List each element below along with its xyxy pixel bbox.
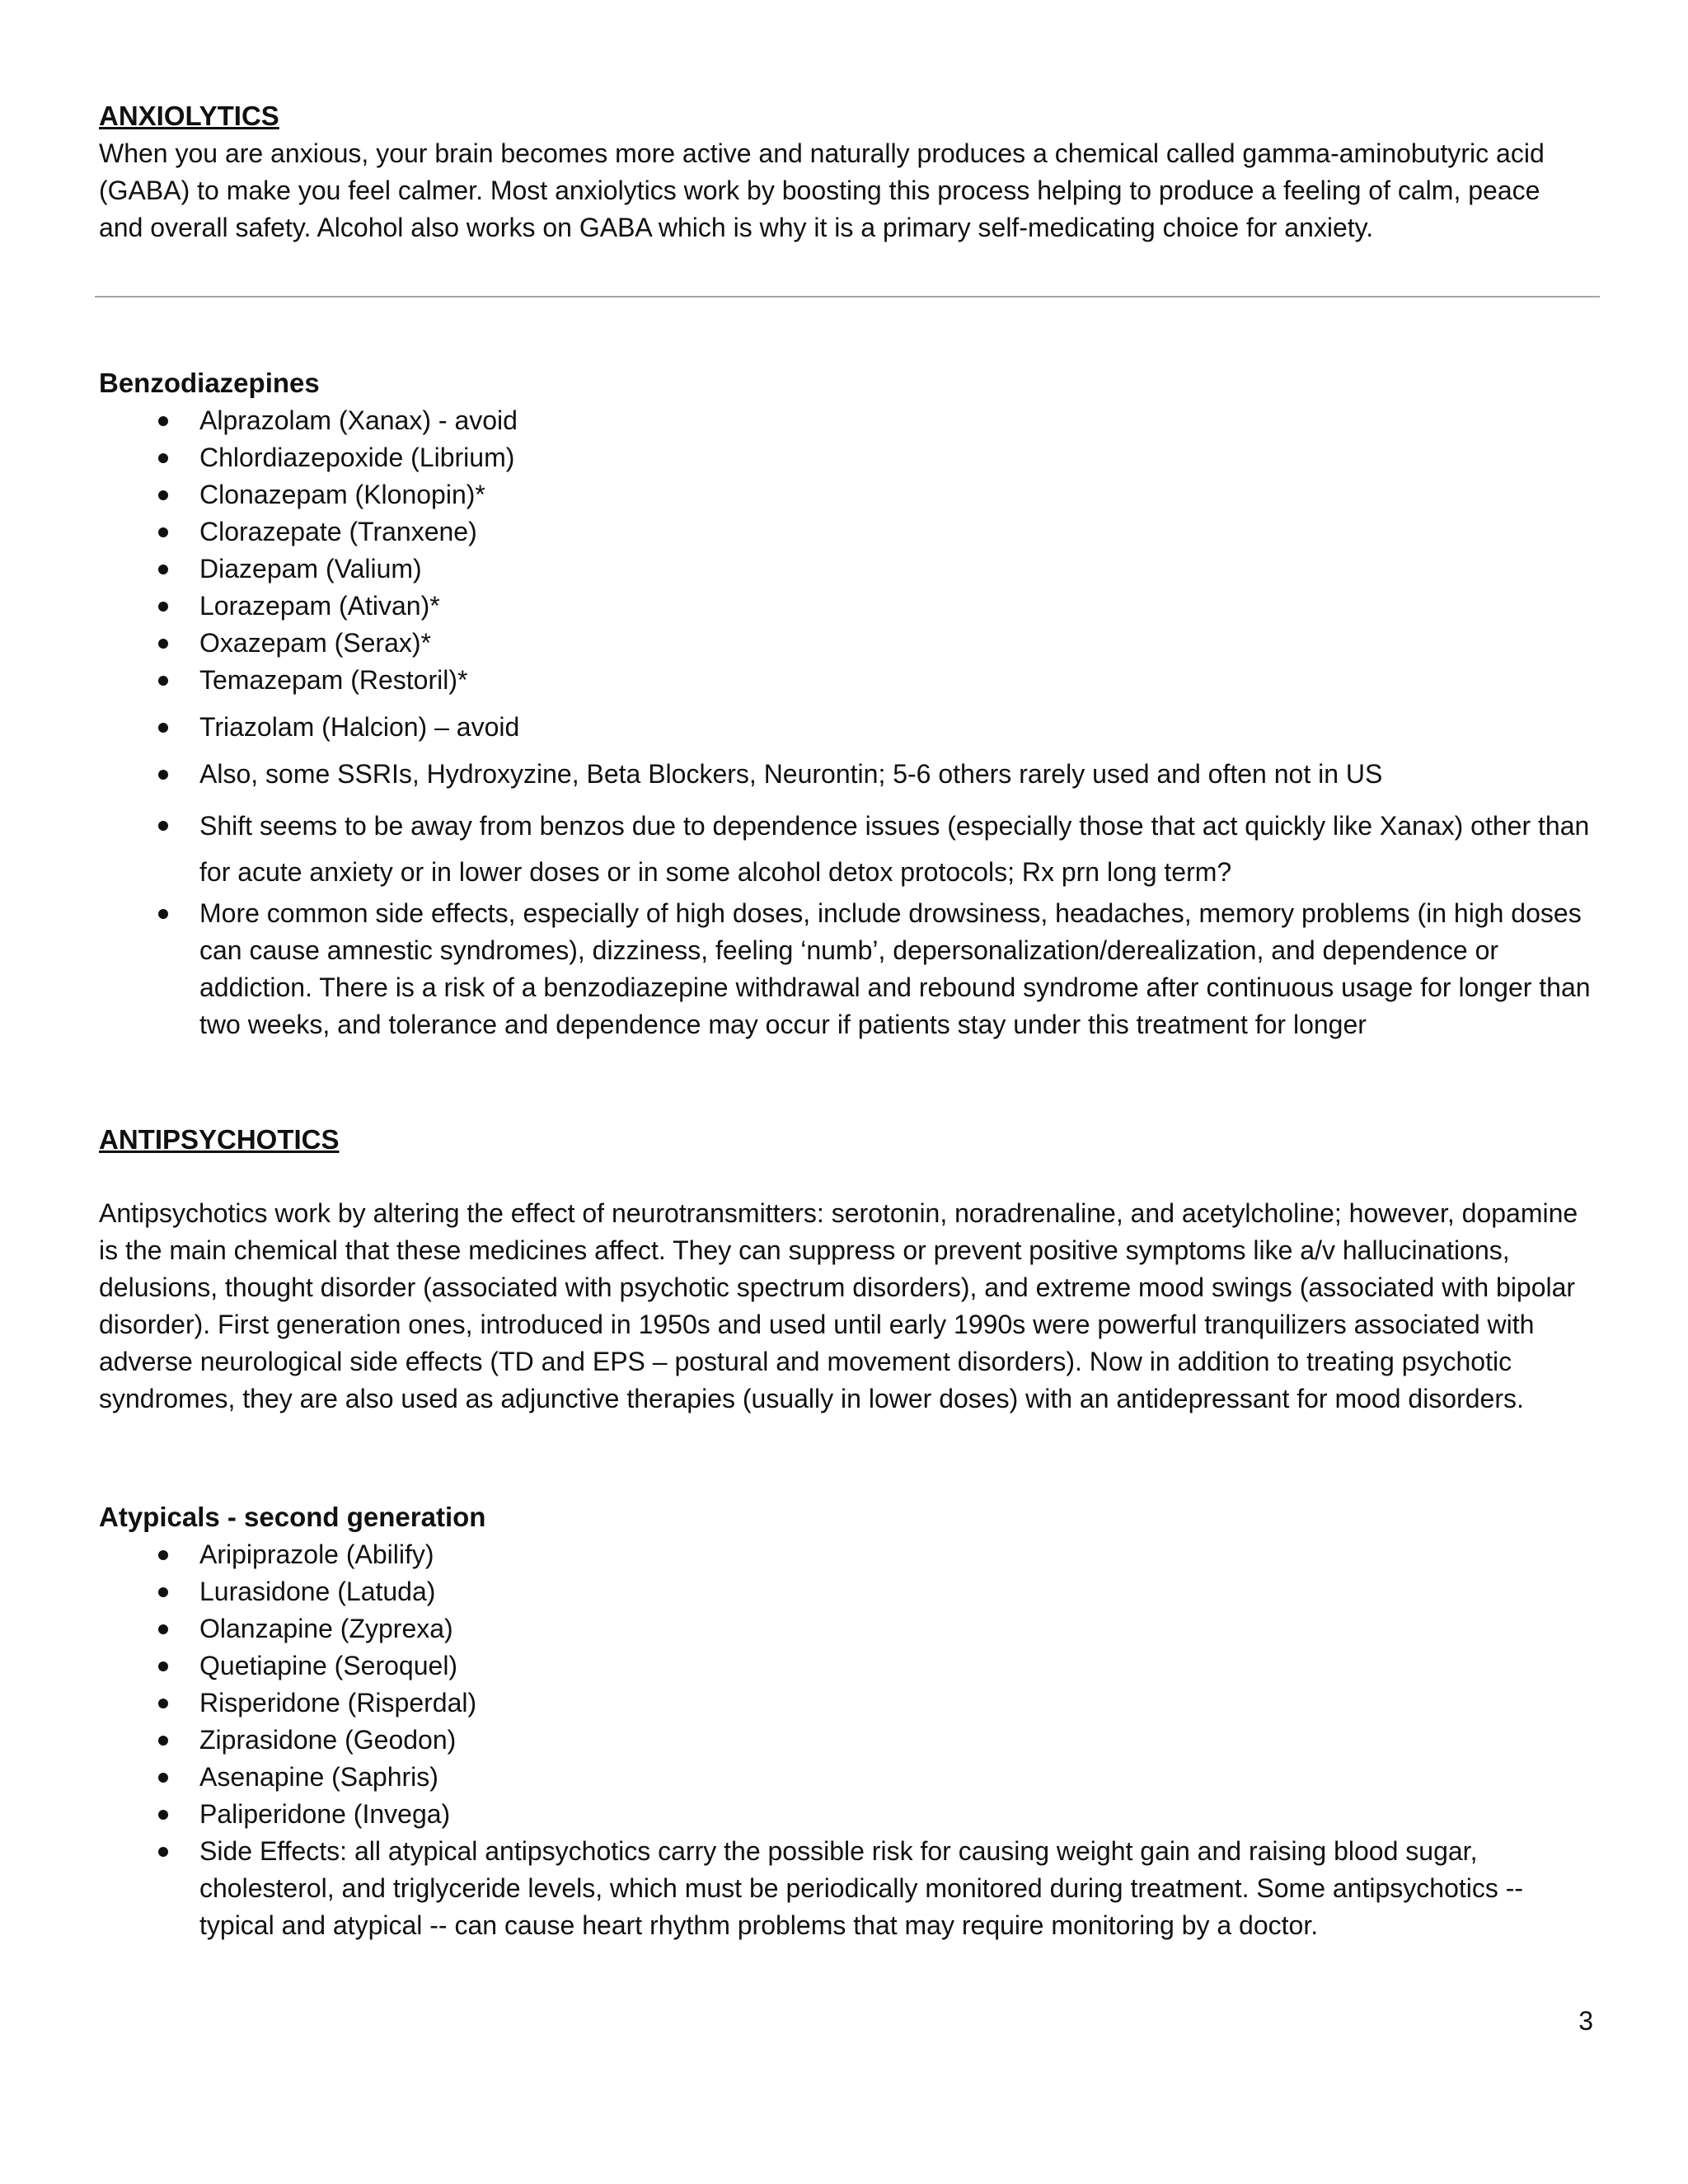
bullet-icon — [158, 1624, 168, 1634]
bullet-icon — [158, 1810, 168, 1820]
list-item: Triazolam (Halcion) – avoid — [99, 709, 1599, 746]
list-item: Oxazepam (Serax)* — [99, 625, 1599, 662]
bullet-icon — [158, 1699, 168, 1708]
list-item: Risperidone (Risperdal) — [99, 1685, 1599, 1722]
bullet-icon — [158, 453, 168, 463]
list-item: Clorazepate (Tranxene) — [99, 513, 1599, 551]
list-item: Paliperidone (Invega) — [99, 1796, 1599, 1833]
list-item: Chlordiazepoxide (Librium) — [99, 439, 1599, 476]
list-item: Temazepam (Restoril)* — [99, 662, 1599, 699]
list-item: Diazepam (Valium) — [99, 551, 1599, 588]
list-item: Clonazepam (Klonopin)* — [99, 476, 1599, 513]
bullet-icon — [158, 565, 168, 574]
bullet-icon — [158, 821, 168, 831]
bullet-icon — [158, 1736, 168, 1746]
bullet-icon — [158, 770, 168, 780]
section-divider — [95, 296, 1600, 298]
atypicals-heading: Atypicals - second generation — [99, 1502, 486, 1532]
bullet-icon — [158, 602, 168, 612]
bullet-icon — [158, 490, 168, 500]
benzodiazepines-heading: Benzodiazepines — [99, 368, 320, 398]
list-item: Ziprasidone (Geodon) — [99, 1722, 1599, 1759]
benzodiazepines-list — [99, 402, 1599, 1043]
antipsychotics-heading: ANTIPSYCHOTICS — [99, 1124, 340, 1155]
list-item: Alprazolam (Xanax) - avoid — [99, 402, 1599, 439]
list-item: Quetiapine (Seroquel) — [99, 1647, 1599, 1685]
list-item: Side Effects: all atypical antipsychotics carry the possible risk for causing weight gain and raising blood sugar, cholesterol, and triglyceride levels, which must be periodically monitored during treatment. Some antipsychotics -- typical and atypical -- can cause heart rhythm problems that may require monitoring by a doctor. — [99, 1833, 1599, 1944]
list-item: Lurasidone (Latuda) — [99, 1573, 1599, 1610]
list-item: Shift seems to be away from benzos due to dependence issues (especially those that act quickly like Xanax) other than for acute anxiety or in lower doses or in some alcohol detox protocols; Rx prn long term? — [99, 803, 1599, 895]
list-item: Aripiprazole (Abilify) — [99, 1536, 1599, 1573]
list-item: More common side effects, especially of high doses, include drowsiness, headaches, memory problems (in high doses can cause amnestic syndromes), dizziness, feeling ‘numb’, depersonalization/derealization, and dependence or addiction. There is a risk of a benzodiazepine withdrawal and rebound syndrome after continuous usage for longer than two weeks, and tolerance and dependence may occur if patients stay under this treatment for longer — [99, 895, 1599, 1043]
list-item: Olanzapine (Zyprexa) — [99, 1610, 1599, 1647]
list-item: Lorazepam (Ativan)* — [99, 588, 1599, 625]
bullet-icon — [158, 1587, 168, 1597]
bullet-icon — [158, 527, 168, 537]
list-item: Asenapine (Saphris) — [99, 1759, 1599, 1796]
bullet-icon — [158, 1773, 168, 1783]
bullet-icon — [158, 639, 168, 649]
bullet-icon — [158, 909, 168, 919]
list-item: Also, some SSRIs, Hydroxyzine, Beta Blockers, Neurontin; 5-6 others rarely used and often not in US — [99, 756, 1599, 793]
bullet-icon — [158, 1661, 168, 1671]
bullet-icon — [158, 723, 168, 733]
anxiolytics-intro: When you are anxious, your brain becomes more active and naturally produces a chemical called gamma-aminobutyric acid (GABA) to make you feel calmer. Most anxiolytics work by boosting this process helping to produce a feeling of calm, peace and overall safety. Alcohol also works on GABA which is why it is a primary self-medicating choice for anxiety. — [99, 138, 1545, 242]
anxiolytics-heading: ANXIOLYTICS — [99, 101, 279, 131]
bullet-icon — [158, 416, 168, 426]
atypicals-list — [99, 1536, 1599, 1944]
bullet-icon — [158, 1847, 168, 1857]
bullet-icon — [158, 676, 168, 686]
antipsychotics-intro: Antipsychotics work by altering the effect of neurotransmitters: serotonin, noradrenaline, and acetylcholine; however, dopamine is the main chemical that these medicines affect. They can suppress or prevent positive symptoms like a/v hallucinations, delusions, thought disorder (associated with psychotic spectrum disorders), and extreme mood swings (associated with bipolar disorder). First generation ones, introduced in 1950s and used until early 1990s were powerful tranquilizers associated with adverse neurological side effects (TD and EPS – postural and movement disorders). Now in addition to treating psychotic syndromes, they are also used as adjunctive therapies (usually in lower doses) with an antidepressant for mood disorders. — [99, 1198, 1578, 1413]
bullet-icon — [158, 1550, 168, 1560]
page-number: 3 — [1578, 2006, 1593, 2036]
